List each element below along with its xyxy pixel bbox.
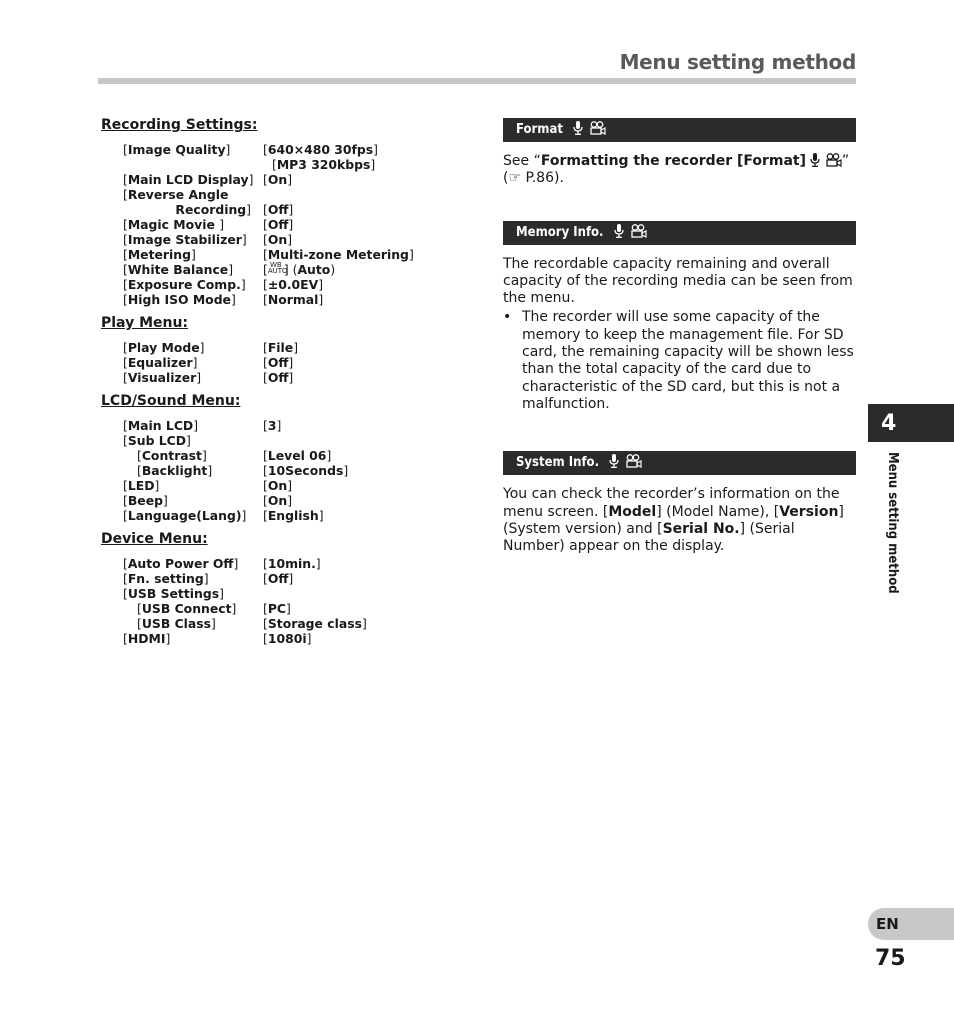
chapter-tab: 4 xyxy=(868,404,954,442)
list-item: [LED] [On] xyxy=(123,478,293,493)
page-number: 75 xyxy=(875,946,906,971)
device-menu-heading: Device Menu: xyxy=(101,531,208,547)
memory-info-text: The recordable capacity remaining and overall capacity of the recording media can be seen from the menu. xyxy=(503,255,853,307)
microphone-icon xyxy=(573,121,583,135)
list-item: [Exposure Comp.] [±0.0EV] xyxy=(123,277,324,292)
page-reference: (☞ P.86). xyxy=(503,170,564,187)
recording-settings-heading: Recording Settings: xyxy=(101,117,258,133)
play-menu-heading: Play Menu: xyxy=(101,315,189,331)
system-info-text: You can check the recorder’s information on the menu screen. [Model] (Model Name), [Version] (System version) and [Serial No.] (Serial Number) appear on the display. xyxy=(503,486,844,555)
list-item: [Language(Lang)] [English] xyxy=(123,508,324,523)
menu-settings-list xyxy=(98,116,458,653)
lcd-sound-menu-section xyxy=(98,392,458,523)
video-camera-icon xyxy=(589,121,606,135)
list-item: [Beep] [On] xyxy=(123,493,293,508)
format-text: See “Formatting the recorder [Format] ” (☞ P.86). xyxy=(503,153,850,187)
list-item: [HDMI] [1080i] xyxy=(123,631,312,646)
white-balance-auto-icon: WB AUTO xyxy=(267,261,288,275)
format-bar: Format xyxy=(503,118,856,142)
recording-settings-section xyxy=(98,116,458,307)
memory-info-note: • The recorder will use some capacity of the memory to keep the management file. For SD card, the remaining capacity will be shown less than the total capacity of the card due to characteristic of the SD card, but this is not a malfunction. xyxy=(503,309,856,413)
lcd-sound-menu-heading: LCD/Sound Menu: xyxy=(101,393,241,409)
video-camera-icon xyxy=(630,224,647,238)
page-title: Menu setting method xyxy=(619,50,856,74)
list-item: [USB Class] [Storage class] xyxy=(137,616,367,631)
list-item: [Visualizer] [Off] xyxy=(123,370,294,385)
list-item: [MP3 320kbps] xyxy=(272,157,376,172)
list-item: [White Balance] [ WB AUTO ] (Auto) xyxy=(123,261,336,277)
language-tab: EN xyxy=(868,908,954,940)
list-item: [Equalizer] [Off] xyxy=(123,355,294,370)
play-menu-section xyxy=(98,314,458,385)
side-section-label: Menu setting method xyxy=(885,452,900,594)
list-item: [Reverse Angle xyxy=(123,187,229,202)
list-item: [Magic Movie ] [Off] xyxy=(123,217,294,232)
list-item: [Image Stabilizer] [On] xyxy=(123,232,293,247)
video-camera-icon xyxy=(825,153,842,167)
list-item: [Image Quality] [640×480 30fps] xyxy=(123,142,378,157)
list-item: [High ISO Mode] [Normal] xyxy=(123,292,324,307)
list-item: [USB Settings] xyxy=(123,586,224,601)
list-item: [USB Connect] [PC] xyxy=(137,601,291,616)
memory-info-bar: Memory Info. xyxy=(503,221,856,245)
system-info-bar: System Info. xyxy=(503,451,856,475)
list-item: [Metering] [Multi-zone Metering] xyxy=(123,247,414,262)
list-item: [Main LCD] [3] xyxy=(123,418,282,433)
list-item: Recording] [Off] xyxy=(175,202,294,217)
menu-descriptions xyxy=(503,118,856,555)
list-item: [Play Mode] [File] xyxy=(123,340,299,355)
title-rule xyxy=(98,78,856,84)
microphone-icon xyxy=(614,224,624,238)
device-menu-section xyxy=(98,530,458,646)
list-item: [Backlight] [10Seconds] xyxy=(137,463,349,478)
list-item: [Fn. setting] [Off] xyxy=(123,571,294,586)
list-item: [Contrast] [Level 06] xyxy=(137,448,332,463)
list-item: [Sub LCD] xyxy=(123,433,191,448)
video-camera-icon xyxy=(625,454,642,468)
list-item: [Main LCD Display] [On] xyxy=(123,172,293,187)
microphone-icon xyxy=(609,454,619,468)
microphone-icon xyxy=(810,153,820,167)
list-item: [Auto Power Off] [10min.] xyxy=(123,556,321,571)
